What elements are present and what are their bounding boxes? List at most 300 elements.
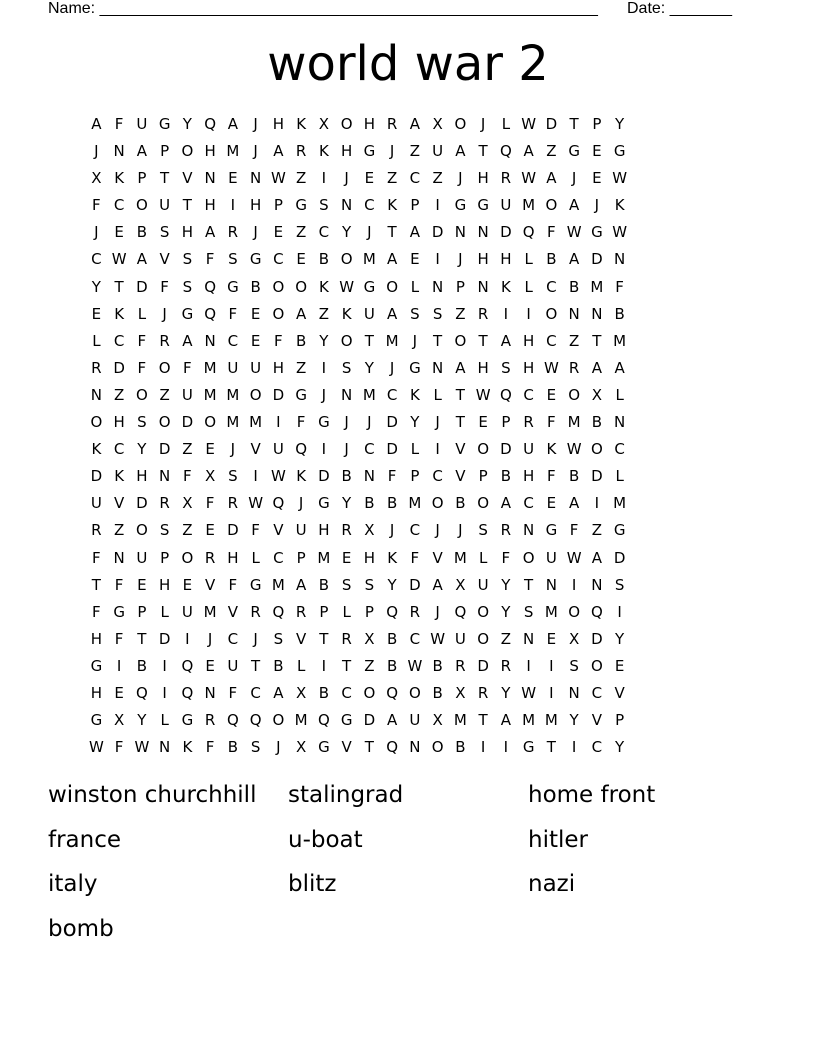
- grid-letter: G: [591, 223, 603, 242]
- grid-letter: Q: [317, 711, 330, 730]
- grid-letter: L: [615, 467, 624, 486]
- word-bank-item: nazi: [528, 871, 576, 897]
- grid-letter: T: [91, 575, 101, 594]
- grid-letter: G: [295, 385, 307, 404]
- grid-letter: B: [341, 467, 352, 486]
- grid-letter: N: [113, 142, 125, 161]
- grid-letter: B: [136, 223, 148, 242]
- grid-letter: M: [613, 494, 627, 513]
- grid-letter: K: [614, 196, 625, 215]
- grid-letter: A: [568, 494, 580, 513]
- grid-letter: H: [272, 358, 285, 377]
- grid-letter: I: [549, 683, 554, 702]
- word-bank-item: hitler: [528, 826, 588, 853]
- grid-letter: H: [522, 467, 535, 486]
- grid-letter: G: [318, 413, 330, 432]
- grid-letter: R: [295, 142, 307, 161]
- grid-letter: S: [159, 223, 170, 242]
- grid-letter: C: [113, 331, 125, 350]
- grid-letter: O: [590, 656, 603, 675]
- grid-letter: E: [114, 683, 124, 702]
- grid-letter: W: [543, 358, 559, 377]
- grid-letter: D: [386, 413, 398, 432]
- grid-letter: K: [318, 142, 329, 161]
- grid-letter: D: [227, 521, 239, 540]
- grid-letter: R: [409, 602, 421, 621]
- grid-letter: C: [364, 196, 375, 215]
- grid-letter: Y: [615, 629, 625, 648]
- grid-letter: N: [591, 304, 603, 323]
- grid-letter: N: [568, 683, 580, 702]
- grid-letter: Z: [182, 521, 193, 540]
- grid-letter: V: [341, 738, 352, 757]
- grid-letter: A: [136, 142, 147, 161]
- grid-letter: N: [477, 277, 489, 296]
- grid-letter: T: [319, 629, 329, 648]
- grid-letter: C: [546, 277, 557, 296]
- grid-letter: R: [91, 521, 102, 540]
- grid-letter: F: [205, 494, 215, 513]
- grid-letter: Y: [615, 115, 625, 133]
- word-bank-item: bomb: [48, 915, 114, 942]
- grid-letter: T: [433, 331, 443, 350]
- grid-letter: Q: [295, 440, 308, 459]
- grid-letter: D: [591, 467, 603, 486]
- grid-letter: O: [477, 602, 490, 621]
- grid-letter: E: [410, 250, 420, 269]
- grid-letter: O: [386, 277, 399, 296]
- grid-letter: U: [181, 602, 193, 621]
- grid-letter: S: [319, 196, 329, 215]
- grid-letter: D: [90, 467, 103, 486]
- grid-letter: R: [227, 494, 239, 513]
- grid-letter: N: [545, 575, 557, 594]
- grid-letter: Z: [455, 304, 466, 323]
- grid-letter: B: [318, 683, 330, 702]
- grid-letter: X: [591, 385, 603, 404]
- grid-letter: A: [455, 358, 466, 377]
- grid-row: [85, 547, 631, 574]
- grid-letter: J: [298, 494, 304, 513]
- grid-letter: L: [160, 711, 169, 730]
- grid-letter: F: [274, 331, 283, 350]
- grid-letter: S: [250, 738, 261, 757]
- grid-letter: O: [431, 738, 444, 757]
- grid-letter: A: [523, 142, 534, 161]
- grid-letter: W: [134, 738, 150, 757]
- grid-letter: L: [433, 385, 442, 404]
- grid-letter: N: [614, 250, 626, 269]
- grid-letter: F: [251, 521, 260, 540]
- grid-letter: W: [566, 548, 582, 567]
- grid-letter: B: [386, 656, 398, 675]
- grid-letter: J: [344, 413, 349, 432]
- grid-letter: Y: [569, 711, 579, 730]
- grid-letter: Z: [568, 331, 580, 350]
- grid-letter: J: [253, 629, 258, 648]
- grid-letter: H: [522, 358, 535, 377]
- grid-row: [85, 492, 631, 519]
- grid-letter: Q: [386, 602, 399, 621]
- grid-letter: G: [249, 250, 262, 269]
- grid-letter: R: [250, 602, 261, 621]
- grid-letter: E: [273, 223, 284, 242]
- grid-letter: M: [226, 385, 240, 404]
- grid-letter: W: [521, 683, 537, 702]
- grid-letter: O: [249, 385, 262, 404]
- grid-letter: G: [227, 277, 239, 296]
- grid-letter: J: [458, 169, 463, 188]
- grid-letter: D: [477, 656, 489, 675]
- grid-letter: Z: [432, 169, 443, 188]
- grid-letter: J: [367, 413, 372, 432]
- grid-letter: J: [435, 413, 440, 432]
- grid-letter: O: [340, 115, 353, 133]
- grid-letter: U: [136, 548, 148, 567]
- grid-letter: X: [455, 575, 466, 594]
- grid-letter: A: [409, 115, 420, 133]
- grid-letter: E: [137, 575, 147, 594]
- grid-letter: O: [590, 440, 603, 459]
- grid-letter: C: [386, 385, 398, 404]
- word-bank-item: winston churchhill: [48, 782, 257, 808]
- grid-letter: T: [342, 656, 352, 675]
- grid-letter: G: [568, 142, 580, 161]
- grid-letter: C: [409, 521, 421, 540]
- grid-letter: N: [159, 467, 171, 486]
- grid-letter: T: [546, 738, 556, 757]
- grid-letter: G: [90, 711, 103, 730]
- grid-letter: Z: [546, 142, 557, 161]
- grid-letter: V: [227, 602, 238, 621]
- grid-letter: X: [432, 711, 443, 730]
- grid-letter: G: [409, 358, 421, 377]
- grid-letter: V: [455, 467, 466, 486]
- grid-letter: E: [341, 548, 352, 567]
- grid-letter: U: [454, 629, 466, 648]
- grid-letter: A: [432, 575, 443, 594]
- grid-letter: E: [250, 304, 261, 323]
- grid-letter: M: [317, 548, 331, 567]
- grid-letter: Y: [342, 223, 352, 242]
- grid-letter: S: [432, 304, 443, 323]
- grid-letter: F: [228, 683, 238, 702]
- grid-letter: S: [410, 304, 420, 323]
- grid-letter: J: [253, 115, 258, 133]
- grid-letter: M: [362, 385, 376, 404]
- grid-letter: H: [136, 467, 148, 486]
- grid-letter: H: [477, 250, 489, 269]
- grid-row: [85, 655, 631, 682]
- grid-letter: O: [477, 440, 490, 459]
- grid-letter: F: [114, 575, 124, 594]
- grid-letter: Q: [226, 711, 239, 730]
- grid-letter: O: [272, 711, 285, 730]
- grid-letter: R: [295, 602, 307, 621]
- grid-letter: R: [227, 223, 239, 242]
- grid-letter: T: [592, 331, 602, 350]
- grid-letter: N: [204, 683, 216, 702]
- grid-letter: P: [137, 169, 147, 188]
- grid-letter: M: [271, 575, 285, 594]
- grid-letter: L: [615, 385, 624, 404]
- grid-letter: G: [340, 711, 353, 730]
- grid-letter: K: [387, 196, 398, 215]
- grid-letter: E: [364, 169, 375, 188]
- grid-letter: Y: [501, 683, 511, 702]
- grid-letter: I: [435, 440, 440, 459]
- grid-letter: B: [136, 656, 148, 675]
- grid-letter: C: [523, 494, 534, 513]
- page-title: world war 2: [267, 36, 549, 92]
- grid-letter: I: [253, 467, 258, 486]
- grid-letter: Y: [319, 331, 329, 350]
- grid-letter: U: [409, 711, 421, 730]
- grid-letter: J: [594, 196, 600, 215]
- grid-letter: N: [454, 223, 466, 242]
- grid-letter: K: [387, 548, 398, 567]
- grid-letter: F: [205, 738, 215, 757]
- grid-row: [85, 330, 631, 357]
- grid-letter: G: [318, 738, 330, 757]
- grid-letter: C: [591, 683, 603, 702]
- grid-letter: O: [363, 683, 376, 702]
- grid-letter: F: [205, 250, 215, 269]
- grid-letter: M: [226, 142, 240, 161]
- grid-letter: U: [136, 115, 148, 133]
- grid-letter: U: [227, 656, 239, 675]
- grid-letter: J: [571, 169, 577, 188]
- grid-letter: R: [386, 115, 398, 133]
- grid-letter: W: [407, 656, 423, 675]
- grid-letter: E: [546, 494, 557, 513]
- grid-letter: H: [477, 169, 489, 188]
- grid-letter: M: [453, 711, 467, 730]
- grid-row: [85, 682, 631, 709]
- grid-letter: Q: [272, 494, 285, 513]
- grid-letter: C: [364, 440, 375, 459]
- grid-letter: J: [435, 521, 440, 540]
- grid-letter: O: [272, 304, 285, 323]
- grid-letter: R: [477, 304, 489, 323]
- grid-letter: Q: [204, 277, 217, 296]
- grid-letter: S: [364, 575, 375, 594]
- grid-letter: X: [295, 683, 307, 702]
- grid-letter: U: [363, 304, 375, 323]
- grid-letter: I: [321, 656, 327, 675]
- grid-letter: Y: [182, 115, 192, 133]
- grid-letter: F: [92, 548, 101, 567]
- grid-letter: E: [546, 629, 557, 648]
- grid-letter: K: [114, 304, 125, 323]
- grid-letter: F: [92, 602, 101, 621]
- grid-letter: T: [251, 656, 261, 675]
- grid-letter: D: [363, 711, 376, 730]
- grid-letter: F: [547, 223, 556, 242]
- grid-letter: H: [272, 115, 285, 133]
- grid-letter: Q: [181, 656, 194, 675]
- word-bank-item: u-boat: [288, 826, 363, 853]
- grid-letter: X: [432, 115, 443, 133]
- grid-letter: X: [455, 683, 466, 702]
- grid-letter: B: [455, 738, 466, 757]
- grid-letter: I: [617, 602, 622, 621]
- grid-letter: F: [137, 331, 147, 350]
- grid-letter: Y: [501, 602, 511, 621]
- grid-letter: A: [386, 304, 398, 323]
- grid-letter: Z: [409, 142, 421, 161]
- grid-letter: X: [182, 494, 193, 513]
- word-bank-item: italy: [48, 871, 98, 897]
- grid-letter: C: [409, 169, 421, 188]
- grid-letter: E: [592, 142, 602, 161]
- grid-letter: A: [591, 548, 602, 567]
- grid-letter: Q: [499, 142, 512, 161]
- grid-letter: D: [500, 440, 512, 459]
- grid-letter: Z: [113, 385, 125, 404]
- grid-letter: U: [90, 494, 102, 513]
- grid-letter: W: [612, 223, 628, 242]
- grid-letter: Y: [364, 358, 374, 377]
- grid-letter: I: [116, 656, 122, 675]
- grid-letter: U: [432, 142, 444, 161]
- grid-letter: T: [569, 115, 579, 133]
- grid-letter: G: [249, 575, 262, 594]
- grid-letter: K: [500, 277, 511, 296]
- grid-letter: U: [272, 440, 284, 459]
- grid-letter: B: [568, 277, 580, 296]
- grid-letter: O: [454, 331, 467, 350]
- grid-letter: F: [547, 413, 556, 432]
- grid-row: [85, 113, 631, 140]
- grid-letter: H: [90, 683, 103, 702]
- grid-letter: V: [113, 494, 125, 513]
- grid-letter: U: [250, 358, 262, 377]
- grid-letter: Q: [454, 602, 467, 621]
- grid-letter: B: [273, 656, 284, 675]
- grid-letter: P: [455, 277, 465, 296]
- grid-letter: N: [432, 358, 444, 377]
- grid-letter: R: [500, 521, 512, 540]
- grid-letter: F: [547, 467, 556, 486]
- grid-letter: P: [273, 196, 283, 215]
- grid-row: [85, 438, 631, 465]
- grid-letter: A: [204, 223, 216, 242]
- grid-letter: U: [523, 440, 535, 459]
- grid-letter: H: [522, 331, 535, 350]
- grid-letter: G: [90, 656, 103, 675]
- grid-letter: D: [181, 413, 194, 432]
- grid-letter: E: [114, 223, 124, 242]
- grid-letter: J: [276, 738, 281, 757]
- grid-letter: A: [568, 250, 580, 269]
- grid-letter: K: [341, 304, 352, 323]
- grid-row: [85, 357, 631, 384]
- grid-letter: E: [296, 250, 306, 269]
- grid-letter: J: [94, 223, 99, 242]
- grid-letter: V: [159, 250, 170, 269]
- grid-letter: O: [272, 277, 285, 296]
- grid-letter: N: [363, 467, 375, 486]
- grid-letter: C: [614, 440, 625, 459]
- grid-letter: W: [612, 169, 628, 188]
- letter-grid: [85, 113, 631, 763]
- grid-letter: H: [318, 521, 330, 540]
- grid-letter: X: [204, 467, 216, 486]
- grid-letter: A: [546, 169, 557, 188]
- grid-letter: D: [613, 548, 626, 567]
- grid-letter: I: [321, 169, 327, 188]
- grid-letter: A: [136, 250, 147, 269]
- grid-letter: P: [319, 602, 329, 621]
- grid-letter: Q: [135, 683, 148, 702]
- grid-letter: N: [204, 169, 216, 188]
- grid-letter: E: [91, 304, 102, 323]
- grid-letter: F: [114, 738, 124, 757]
- grid-letter: M: [203, 358, 217, 377]
- grid-letter: J: [230, 440, 236, 459]
- grid-letter: D: [113, 358, 125, 377]
- grid-letter: T: [478, 711, 488, 730]
- grid-letter: E: [250, 331, 261, 350]
- grid-letter: I: [185, 629, 190, 648]
- grid-letter: O: [340, 331, 353, 350]
- grid-letter: Q: [272, 602, 285, 621]
- grid-letter: J: [162, 304, 167, 323]
- grid-letter: S: [569, 656, 579, 675]
- grid-letter: W: [521, 169, 537, 188]
- grid-letter: Q: [522, 223, 535, 242]
- grid-letter: A: [409, 223, 420, 242]
- grid-letter: A: [386, 250, 398, 269]
- grid-letter: A: [182, 331, 193, 350]
- grid-letter: U: [477, 575, 489, 594]
- grid-letter: T: [455, 413, 465, 432]
- grid-row: [85, 736, 631, 763]
- grid-letter: O: [90, 413, 103, 432]
- grid-letter: D: [545, 115, 558, 133]
- grid-letter: F: [114, 629, 124, 648]
- grid-letter: I: [480, 738, 486, 757]
- grid-letter: J: [367, 223, 372, 242]
- grid-letter: I: [526, 304, 531, 323]
- grid-letter: A: [500, 331, 511, 350]
- grid-letter: M: [522, 196, 536, 215]
- grid-letter: X: [364, 521, 375, 540]
- grid-letter: A: [386, 711, 398, 730]
- grid-letter: S: [182, 277, 193, 296]
- grid-letter: H: [363, 115, 376, 133]
- grid-letter: G: [613, 521, 626, 540]
- date-field-label: Date: _______: [627, 0, 732, 17]
- grid-letter: F: [228, 304, 238, 323]
- grid-letter: N: [523, 521, 535, 540]
- grid-letter: I: [526, 656, 531, 675]
- grid-letter: I: [435, 250, 440, 269]
- grid-letter: R: [500, 656, 512, 675]
- grid-letter: O: [135, 196, 148, 215]
- grid-letter: J: [389, 358, 395, 377]
- grid-letter: Y: [410, 413, 420, 432]
- grid-letter: F: [296, 413, 306, 432]
- grid-letter: I: [549, 656, 554, 675]
- grid-letter: C: [113, 196, 125, 215]
- grid-letter: V: [250, 440, 261, 459]
- grid-letter: W: [88, 738, 104, 757]
- grid-letter: L: [137, 304, 147, 323]
- grid-letter: C: [341, 683, 352, 702]
- grid-letter: Q: [386, 738, 399, 757]
